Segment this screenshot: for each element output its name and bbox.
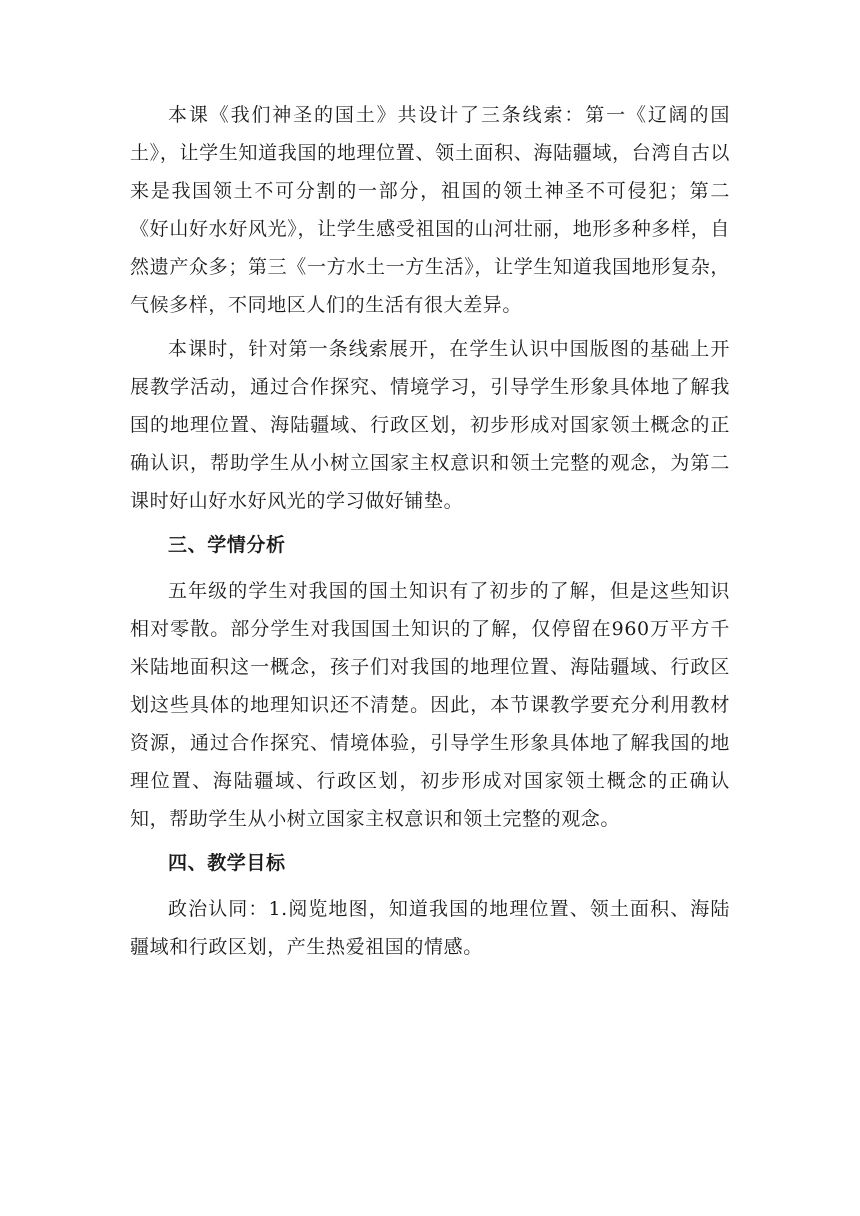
paragraph-lesson-focus: 本课时，针对第一条线索展开，在学生认识中国版图的基础上开展教学活动，通过合作探究、情境学习，引导学生形象具体地了解我国的地理位置、海陆疆域、行政区划，初步形成对国家领土概念的正确认识，帮助学生从小树立国家主权意识和领土完整的观念，为第二课时好山好水好风光的学习做好铺垫。 xyxy=(130,338,730,512)
paragraph-student-analysis: 五年级的学生对我国的国土知识有了初步的了解，但是这些知识相对零散。部分学生对我国国土知识的了解，仅停留在960万平方千米陆地面积这一概念，孩子们对我国的地理位置、海陆疆域、行政区划这些具体的地理知识还不清楚。因此，本节课教学要充分利用教材资源，通过合作探究、情境体验，引导学生形象具体地了解我国的地理位置、海陆疆域、行政区划，初步形成对国家领土概念的正确认知，帮助学生从小树立国家主权意识和领土完整的观念。 xyxy=(130,580,730,830)
document-page xyxy=(130,96,730,966)
paragraph-lesson-threads: 本课《我们神圣的国土》共设计了三条线索：第一《辽阔的国土》，让学生知道我国的地理位置、领土面积、海陆疆域，台湾自古以来是我国领土不可分割的一部分，祖国的领土神圣不可侵犯；第二《好山好水好风光》，让学生感受祖国的山河壮丽，地形多种多样，自然遗产众多；第三《一方水土一方生活》，让学生知道我国地形复杂，气候多样，不同地区人们的生活有很大差异。 xyxy=(130,104,730,316)
paragraph-teaching-goals: 政治认同：1.阅览地图，知道我国的地理位置、领土面积、海陆疆域和行政区划，产生热爱祖国的情感。 xyxy=(130,898,730,958)
section-heading-student-analysis: 三、学情分析 xyxy=(168,534,286,556)
section-heading-teaching-goals: 四、教学目标 xyxy=(168,852,286,874)
